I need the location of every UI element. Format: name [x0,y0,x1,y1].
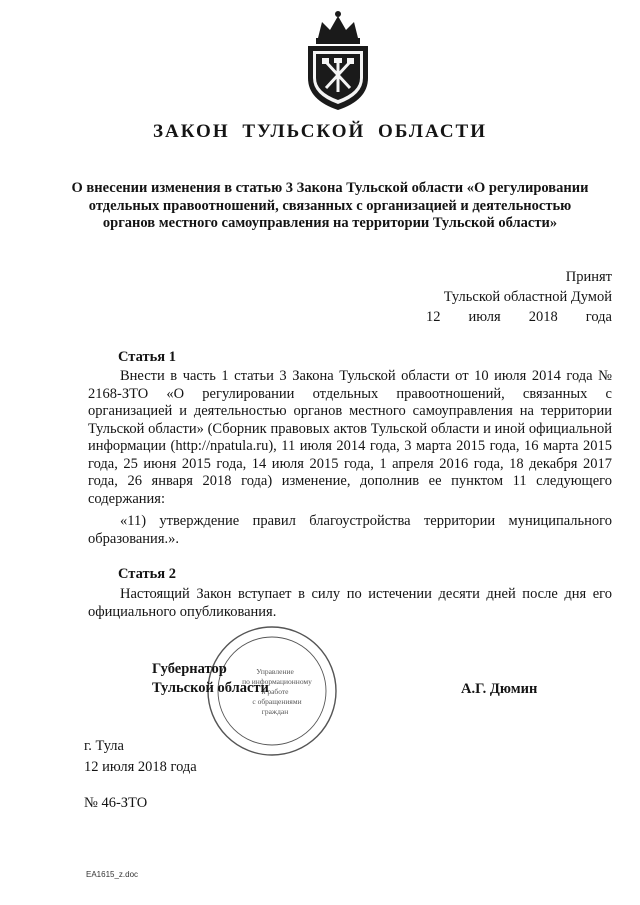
law-number: № 46-ЗТО [84,795,148,811]
article-1-heading: Статья 1 [118,349,176,365]
article-2-text: Настоящий Закон вступает в силу по истечении десяти дней после дня его официального опубликования. [88,586,612,620]
adoption-year-word: года [585,309,612,325]
article-2-heading: Статья 2 [118,566,176,582]
governor-title-line-1: Губернатор [152,661,227,677]
place: г. Тула [84,738,124,754]
adoption-date [426,309,612,326]
adoption-line-2: Тульской областной Думой [443,289,612,305]
document-title: ЗАКОН ТУЛЬСКОЙ ОБЛАСТИ [152,121,488,142]
stamp-line-4: с обращениями [252,697,302,706]
governor-title-line-2: Тульской области [152,680,269,696]
stamp-line-1: Управление [256,667,294,676]
signing-date: 12 июля 2018 года [84,759,197,775]
stamp-line-2: по информационному [242,677,312,686]
governor-title [152,660,269,698]
file-name: EA1615_z.doc [86,870,139,879]
stamp-line-3: и работе [261,687,289,696]
adoption-month: июля [468,309,501,325]
document-subtitle: О внесении изменения в статью 3 Закона Тульской области «О регулировании отдельных правоотношений, связанных с организацией и деятельностью органов местного самоуправления на территории Тульской области» [71,180,589,231]
adoption-line-1: Принят [565,269,612,285]
adoption-day: 12 [426,309,441,325]
coat-of-arms-icon [300,8,376,112]
governor-name: А.Г. Дюмин [461,681,538,697]
article-1-text: Внести в часть 1 статьи 3 Закона Тульской области от 10 июля 2014 года № 2168-ЗТО «О регулировании отдельных правоотношений, связанных с организацией и деятельностью органов местного самоуправления на территории Тульской области» (Сборник правовых актов Тульской области и иной официальной информации (http://npatula.ru), 11 июля 2014 года, 3 марта 2015 года, 16 марта 2015 года, 25 июня 2015 года, 14 июля 2015 года, 1 апреля 2016 года, 18 декабря 2017 года, 26 января 2018 года) изменение, дополнив ее пунктом 11 следующего содержания: [88,368,612,507]
article-1-quote: «11) утверждение правил благоустройства территории муниципального образования.». [88,513,612,547]
stamp-line-5: граждан [261,707,289,716]
adoption-year: 2018 [528,309,558,325]
